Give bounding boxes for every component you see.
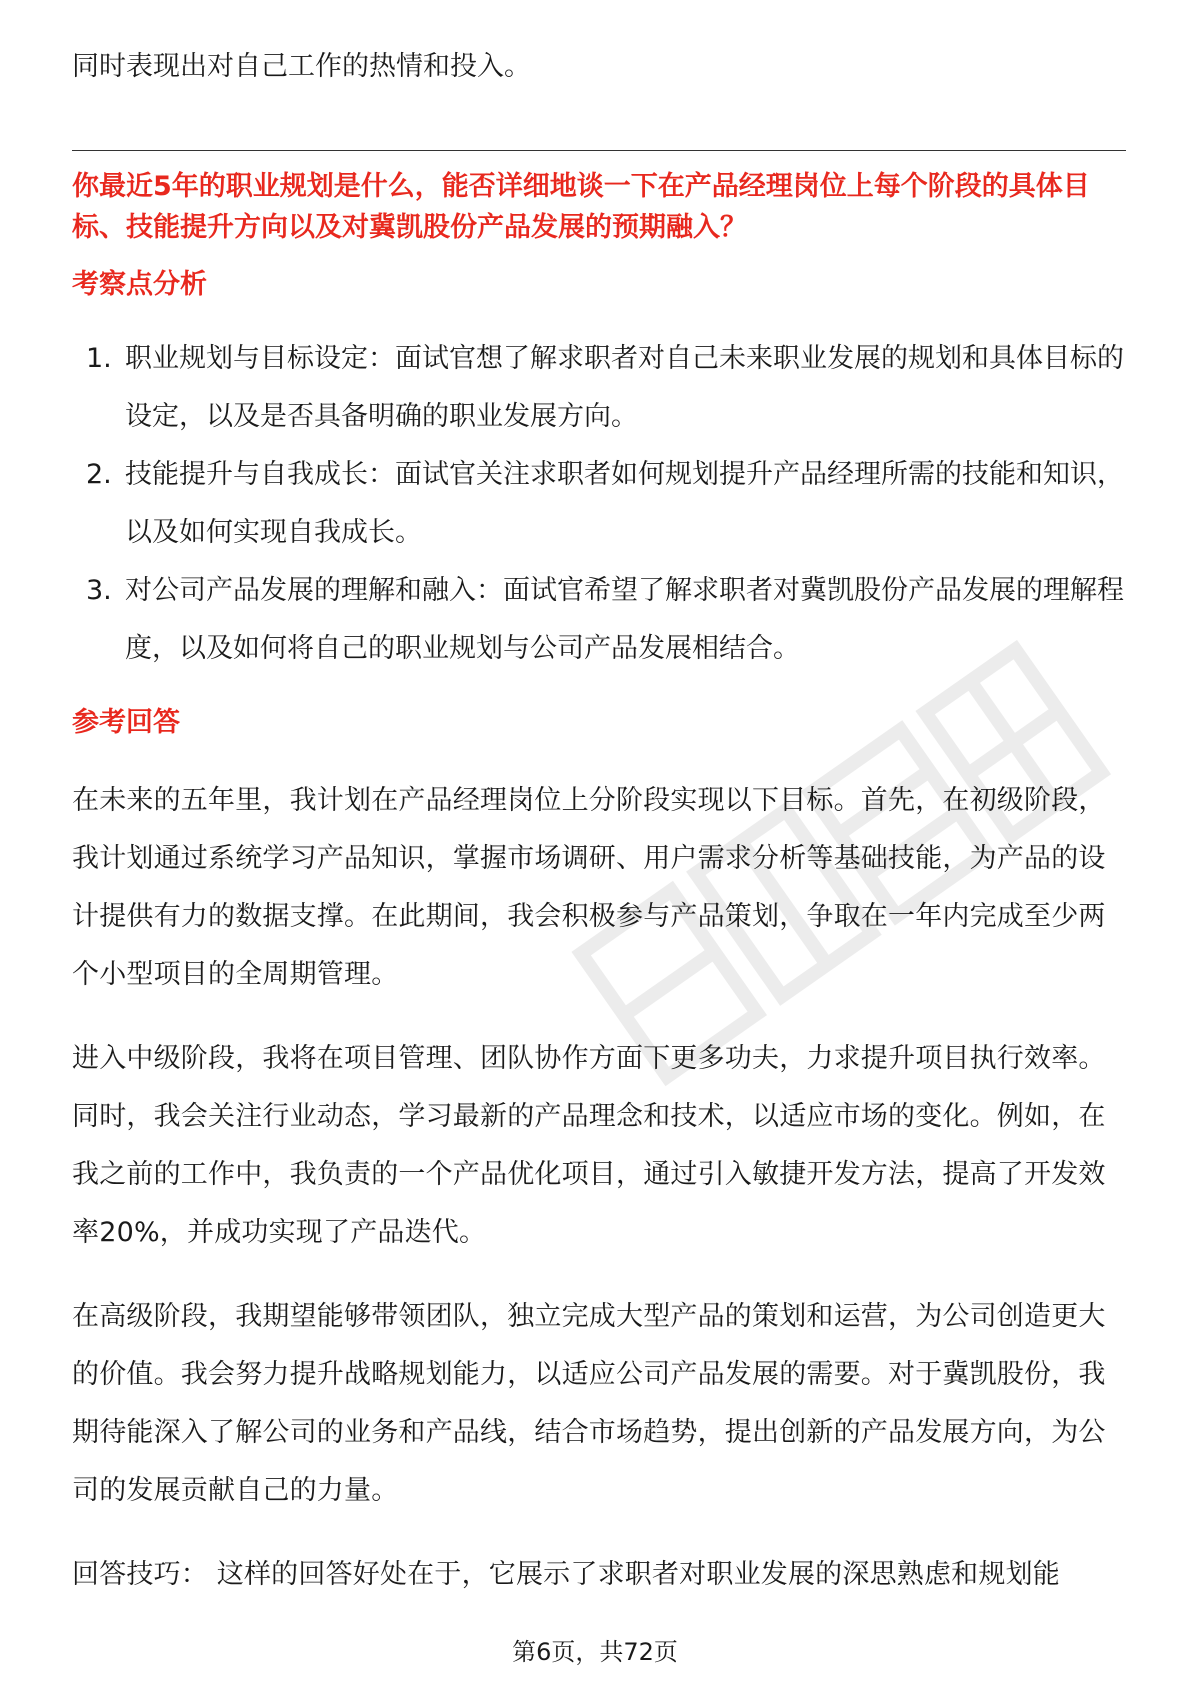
analysis-item-text: 职业规划与目标设定：面试官想了解求职者对自己未来职业发展的规划和具体目标的设定，以及是否具备明确的职业发展方向。 [125,343,1124,432]
section-divider [72,150,1126,151]
analysis-item-number: 2. [86,459,112,490]
answer-tips: 回答技巧： 这样的回答好处在于，它展示了求职者对职业发展的深思熟虑和规划能 [72,1559,1060,1590]
analysis-item [72,330,1126,446]
analysis-item-number: 1. [86,343,112,374]
answer-heading: 参考回答 [72,707,180,738]
analysis-item [72,562,1126,678]
answer-paragraph: 在未来的五年里，我计划在产品经理岗位上分阶段实现以下目标。首先，在初级阶段，我计划通过系统学习产品知识，掌握市场调研、用户需求分析等基础技能，为产品的设计提供有力的数据支撑。在此期间，我会积极参与产品策划，争取在一年内完成至少两个小型项目的全周期管理。 [72,785,1106,990]
analysis-item [72,446,1126,562]
analysis-item-text: 技能提升与自我成长：面试官关注求职者如何规划提升产品经理所需的技能和知识，以及如何实现自我成长。 [125,459,1124,548]
analysis-heading: 考察点分析 [72,269,207,300]
analysis-item-number: 3. [86,575,112,606]
continuation-text: 同时表现出对自己工作的热情和投入。 [72,51,531,82]
interview-question: 你最近5年的职业规划是什么，能否详细地谈一下在产品经理岗位上每个阶段的具体目标、技能提升方向以及对冀凯股份产品发展的预期融入？ [72,171,1090,243]
answer-paragraph: 在高级阶段，我期望能够带领团队，独立完成大型产品的策划和运营，为公司创造更大的价值。我会努力提升战略规划能力，以适应公司产品发展的需要。对于冀凯股份，我期待能深入了解公司的业务和产品线，结合市场趋势，提出创新的产品发展方向，为公司的发展贡献自己的力量。 [72,1301,1106,1506]
page-number: 第6页，共72页 [512,1638,678,1666]
analysis-item-text: 对公司产品发展的理解和融入：面试官希望了解求职者对冀凯股份产品发展的理解程度，以及如何将自己的职业规划与公司产品发展相结合。 [125,575,1124,664]
analysis-list [72,330,1126,678]
answer-paragraph: 进入中级阶段，我将在项目管理、团队协作方面下更多功夫，力求提升项目执行效率。同时，我会关注行业动态，学习最新的产品理念和技术，以适应市场的变化。例如，在我之前的工作中，我负责的一个产品优化项目，通过引入敏捷开发方法，提高了开发效率20%，并成功实现了产品迭代。 [72,1043,1106,1248]
